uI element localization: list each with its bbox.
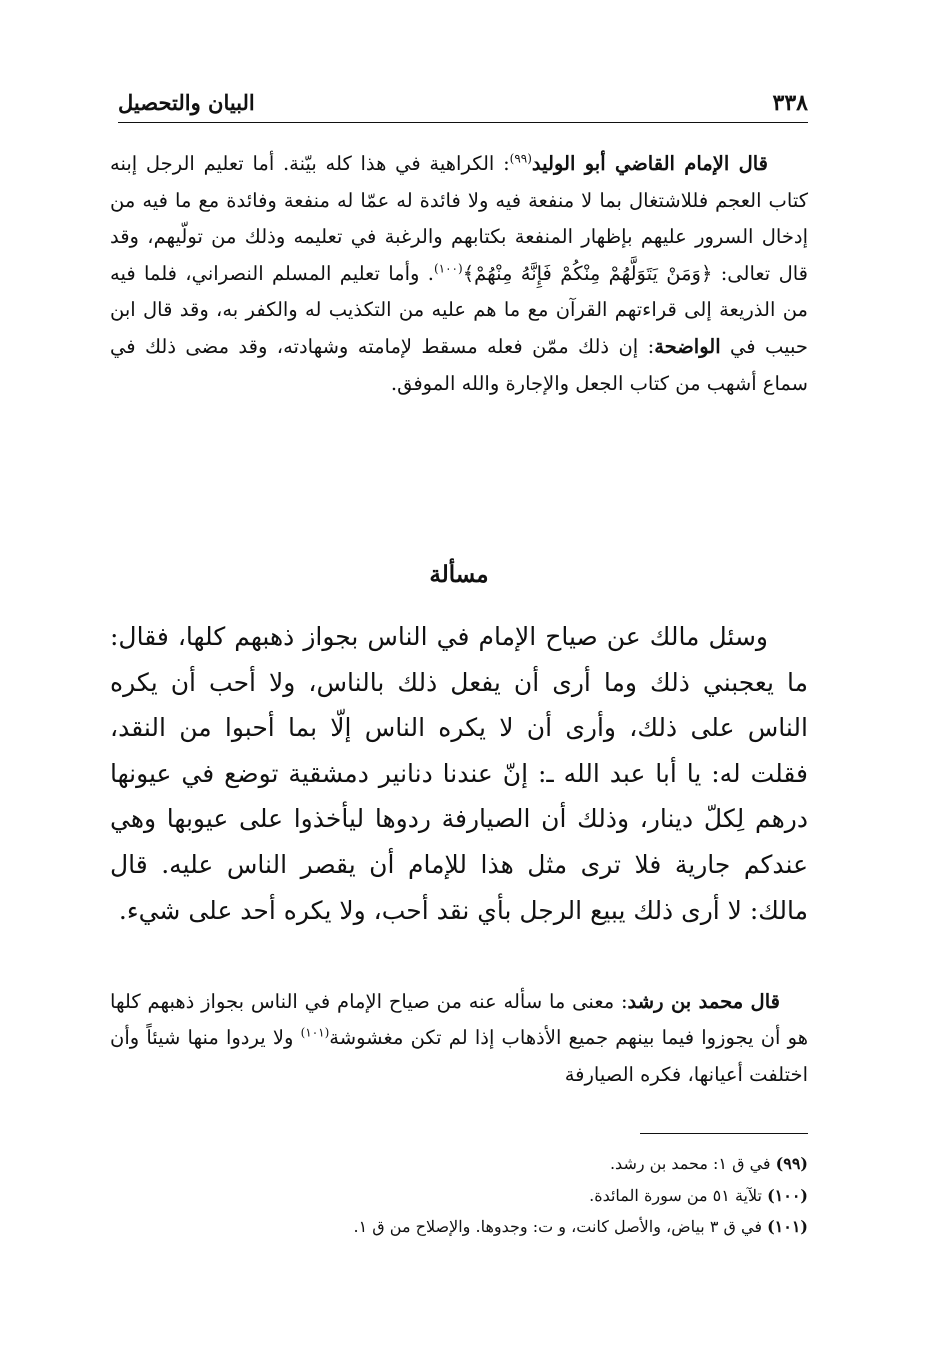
footnote-text: في ق ٣ بياض، والأصل كانت، و ت: وجدوها. والإصلاح من ق ١. <box>353 1217 768 1236</box>
paragraph-text: وسئل مالك عن صياح الإمام في الناس بجواز ذهبهم كلها، فقال: ما يعجبني ذلك وما أرى أن يفعل ذلك بالناس، ولا أحب أن يكره الناس على ذلك، وأرى أن لا يكره الناس إلّا بما أحبوا من النقد، فقلت له: يا أبا عبد الله ـ: إنّ عندنا دنانير دمشقية توضع في عيونها درهم لِكلّ دينار، وذلك أن الصيارفة ردوها ليأخذوا على عيوبها وهي عندكم جارية فلا ترى مثل هذا للإمام أن يقصر الناس عليه. قال مالك: لا أرى ذلك يبيع الرجل بأي نقد أحب، ولا يكره أحد على شيء. <box>110 622 808 925</box>
page-header <box>118 88 808 122</box>
footnote-ref[interactable]: (١٠٠) <box>433 261 463 276</box>
footnote-100 <box>110 1180 808 1212</box>
footnote-mark: (٩٩) <box>775 1154 808 1173</box>
paragraph-ibn-rushd <box>110 984 808 1093</box>
footnote-99 <box>110 1148 808 1180</box>
paragraph-lead: قال الإمام القاضي أبو الوليد <box>531 152 768 175</box>
footnotes <box>110 1148 808 1243</box>
footnote-mark: (١٠١) <box>767 1217 808 1236</box>
paragraph-text: ولا يردوا منها شيئاً وأن اختلفت أعيانها، فكره الصيارفة <box>110 1026 808 1086</box>
section-heading: مسألة <box>429 561 489 588</box>
bold-book-title: الواضحة <box>654 334 721 358</box>
footnote-mark: (١٠٠) <box>767 1185 808 1205</box>
paragraph-question <box>110 614 808 933</box>
footnote-101 <box>110 1211 808 1243</box>
paragraph-text: . وأما تعليم المسلم النصراني، فلما فيه من الذريعة إلى قراءتهم القرآن مع ما هم عليه من التكذيب له والكفر به، وقد قال ابن حبيب في <box>110 261 808 358</box>
paragraph-text: : إن ذلك ممّن فعله مسقط لإمامته وشهادته، وقد مضى ذلك في سماع أشهب من كتاب الجعل والإجارة والله الموفق. <box>110 334 808 395</box>
footnote-text: تلآية ٥١ من سورة المائدة. <box>589 1185 768 1205</box>
paragraph-commentary <box>110 146 808 402</box>
footnotes-rule <box>640 1133 808 1134</box>
paragraph-text: : الكراهية في هذا كله بيّنة. أما تعليم الرجل إبنه كتاب العجم فللاشتغال بما لا منفعة فيه ولا فائدة له عمّا له منفعة وفائدة مع ما فيه من إدخال السرور عليهم بإظهار المنفعة بكتابهم والرغبة في تعليمه وذلك من تولّيهم، وقد قال تعالى: ﴿وَمَنْ يَتَوَلَّهُمْ مِنْكُمْ فَإِنَّهُ مِنْهُمْ﴾ <box>110 152 808 285</box>
paragraph-lead: قال محمد بن رشد <box>627 990 780 1013</box>
header-rule <box>118 122 808 123</box>
footnote-ref[interactable]: (١٠١) <box>300 1025 330 1040</box>
footnote-ref[interactable]: (٩٩) <box>509 151 532 166</box>
running-title: البيان والتحصيل <box>118 90 255 115</box>
paragraph-text: : معنى ما سأله عنه من صياح الإمام في الناس بجواز ذهبهم كلها هو أن يجوزوا فيما بينهم جميع الأذهاب إذا لم تكن مغشوشة <box>110 990 808 1050</box>
page-number: ٣٣٨ <box>772 90 808 116</box>
footnote-text: في ق ١: محمد بن رشد. <box>609 1154 776 1173</box>
